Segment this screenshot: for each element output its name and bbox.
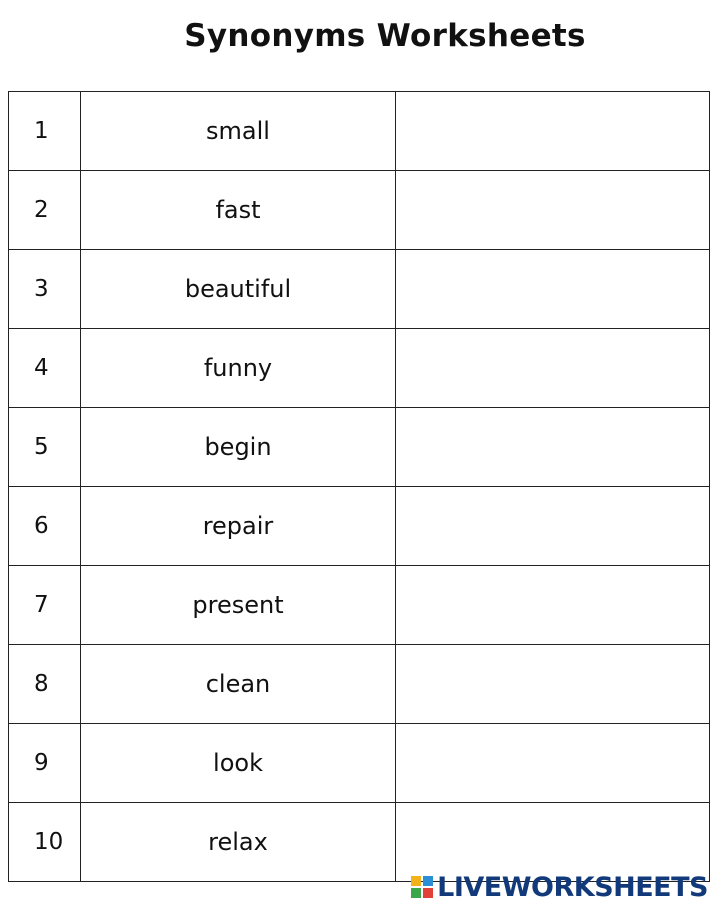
table-row bbox=[9, 250, 710, 329]
answer-cell[interactable] bbox=[396, 408, 710, 487]
logo-block bbox=[411, 888, 421, 898]
row-number: 4 bbox=[9, 329, 81, 408]
row-number: 3 bbox=[9, 250, 81, 329]
row-number: 8 bbox=[9, 645, 81, 724]
answer-cell[interactable] bbox=[396, 92, 710, 171]
row-word: begin bbox=[81, 408, 396, 487]
logo-block bbox=[411, 876, 421, 886]
table-row bbox=[9, 566, 710, 645]
table-row bbox=[9, 329, 710, 408]
row-number: 2 bbox=[9, 171, 81, 250]
row-number: 6 bbox=[9, 487, 81, 566]
table-row bbox=[9, 487, 710, 566]
table-row bbox=[9, 92, 710, 171]
row-word: fast bbox=[81, 171, 396, 250]
table-row bbox=[9, 803, 710, 882]
row-number: 9 bbox=[9, 724, 81, 803]
row-number: 5 bbox=[9, 408, 81, 487]
answer-cell[interactable] bbox=[396, 250, 710, 329]
answer-cell[interactable] bbox=[396, 171, 710, 250]
row-number: 7 bbox=[9, 566, 81, 645]
row-word: look bbox=[81, 724, 396, 803]
row-word: small bbox=[81, 92, 396, 171]
table-row bbox=[9, 724, 710, 803]
row-number: 1 bbox=[9, 92, 81, 171]
row-word: clean bbox=[81, 645, 396, 724]
logo-block bbox=[423, 876, 433, 886]
answer-cell[interactable] bbox=[396, 329, 710, 408]
answer-cell[interactable] bbox=[396, 487, 710, 566]
row-word: present bbox=[81, 566, 396, 645]
logo-blocks-icon bbox=[411, 876, 433, 898]
row-word: relax bbox=[81, 803, 396, 882]
table-row bbox=[9, 171, 710, 250]
answer-cell[interactable] bbox=[396, 566, 710, 645]
table-row bbox=[9, 408, 710, 487]
row-number: 10 bbox=[9, 803, 81, 882]
table-row bbox=[9, 645, 710, 724]
row-word: beautiful bbox=[81, 250, 396, 329]
worksheet-title: Synonyms Worksheets bbox=[184, 18, 586, 54]
answer-cell[interactable] bbox=[396, 803, 710, 882]
answer-cell[interactable] bbox=[396, 645, 710, 724]
logo-text: LIVEWORKSHEETS bbox=[437, 871, 708, 903]
logo-block bbox=[423, 888, 433, 898]
answer-cell[interactable] bbox=[396, 724, 710, 803]
row-word: funny bbox=[81, 329, 396, 408]
row-word: repair bbox=[81, 487, 396, 566]
liveworksheets-logo bbox=[411, 873, 708, 901]
synonyms-table bbox=[8, 91, 710, 882]
